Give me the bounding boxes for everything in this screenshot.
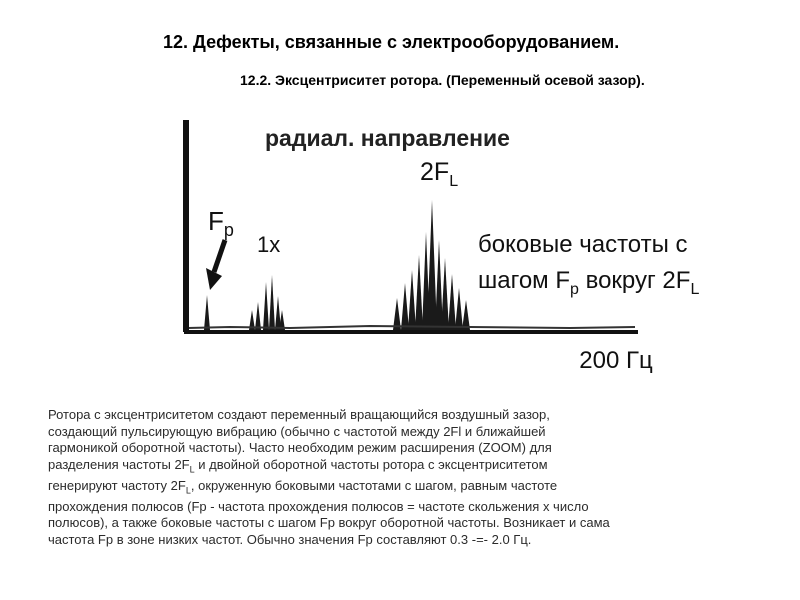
text-line: Ротора с эксцентриситетом создают переменный вращающийся воздушный зазор, xyxy=(48,407,550,422)
text-line: гармоникой оборотной частоты). Часто необходим режим расширения (ZOOM) для xyxy=(48,440,552,455)
sideband-label-line1: боковые частоты с xyxy=(478,231,688,258)
description-paragraph xyxy=(48,407,668,548)
section-subtitle: 12.2. Эксцентриситет ротора. (Переменный осевой зазор). xyxy=(240,72,645,88)
one-x-label: 1x xyxy=(257,232,281,257)
text-line: создающий пульсирующую вибрацию (обычно с частотой между 2Fl и ближайшей xyxy=(48,423,546,439)
text-line: прохождения полюсов (Fp - частота прохождения полюсов = частоте скольжения х число xyxy=(48,498,589,514)
text-line: частота Fp в зоне низких частот. Обычно значения Fp составляют 0.3 -=- 2.0 Гц. xyxy=(48,531,532,547)
spectrum-peak xyxy=(448,274,456,330)
two-fl-label: $2F_L$ xyxy=(420,158,459,190)
sideband-label-line2: шагом $F_p$ вокруг $2F_L$ xyxy=(478,267,700,298)
axis-end-label: 200 Гц xyxy=(579,347,653,374)
page-title: 12. Дефекты, связанные с электрооборудованием. xyxy=(163,32,620,52)
spectrum-peak xyxy=(269,275,275,330)
spectrum-peak xyxy=(455,288,463,330)
fp-arrow xyxy=(206,240,225,290)
spectrum-peak xyxy=(415,255,423,330)
spectrum-peak xyxy=(393,298,401,330)
spectrum-peak xyxy=(441,258,449,330)
spectrum-peak xyxy=(408,270,416,330)
spectrum-peak xyxy=(462,300,470,330)
spectrum-peaks xyxy=(188,200,635,330)
spectrum-figure xyxy=(170,110,700,380)
fp-label: $F_p$ xyxy=(208,206,234,240)
direction-label: радиал. направление xyxy=(265,125,510,151)
spectrum-peak xyxy=(427,200,437,330)
spectrum-peak xyxy=(263,282,269,330)
spectrum-peak xyxy=(204,295,210,330)
text-line: разделения частоты $2F_L$ и двойной оборотной частоты ротора с эксцентриситетом xyxy=(48,456,548,475)
spectrum-peak xyxy=(401,283,409,330)
spectrum-peak xyxy=(255,302,261,330)
text-line: генерируют частоту $2F_L$, окруженную боковыми частотами с шагом, равным частоте xyxy=(48,477,558,496)
text-line: полюсов), а также боковые частоты с шагом Fp вокруг оборотной частоты. Возникает и сама xyxy=(48,515,610,531)
